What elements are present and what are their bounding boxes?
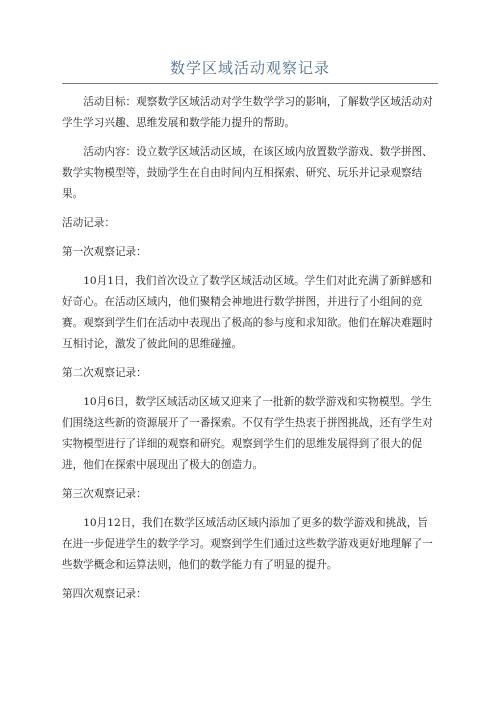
- observation-2-text: 10月6日，数学区域活动区域又迎来了一批新的数学游戏和实物模型。学生们围绕这些新的资源展开了一番探索。不仅有学生热衷于拼图挑战，还有学生对实物模型进行了详细的观察和研究。观察到学生们的思维发展得到了很大的促进，他们在探索中展现出了极大的创造力。: [62, 396, 433, 471]
- observation-2-heading: 第二次观察记录：: [62, 367, 147, 379]
- paragraph-gap: [62, 134, 438, 142]
- observation-1-text: 10月1日，我们首次设立了数学区域活动区域。学生们对此充满了新鲜感和好奇心。在活动区域内，他们聚精会神地进行数学拼图，并进行了小组间的竞赛。观察到学生们在活动中表现出了极高的参与度和求知欲。他们在解决难题时互相讨论，激发了彼此间的思维碰撞。: [62, 275, 433, 350]
- paragraph-gap: [62, 576, 438, 584]
- paragraph-gap: [62, 355, 438, 363]
- paragraph-gap: [62, 476, 438, 484]
- record-heading: 活动记录：: [62, 217, 115, 229]
- paragraph-goal: 活动目标：观察数学区域活动对学生数学学习的影响，了解数学区域活动对学生学习兴趣、思维发展和数学能力提升的帮助。: [62, 96, 433, 129]
- paragraph-gap: [62, 384, 438, 392]
- observation-3-text: 10月12日，我们在数学区域活动区域内添加了更多的数学游戏和挑战，旨在进一步促进学生的数学学习。观察到学生们通过这些数学游戏更好地理解了一些数学概念和运算法则，他们的数学能力有了明显的提升。: [62, 517, 433, 571]
- paragraph-gap: [62, 234, 438, 242]
- observation-1-heading: 第一次观察记录：: [62, 246, 147, 258]
- document-body: [62, 92, 438, 605]
- title-underline: [62, 83, 438, 84]
- observation-3-heading: 第三次观察记录：: [62, 488, 147, 500]
- observation-4-heading: 第四次观察记录：: [62, 588, 147, 600]
- document-title: 数学区域活动观察记录: [169, 59, 330, 77]
- paragraph-gap: [62, 505, 438, 513]
- paragraph-content: 活动内容：设立数学区域活动区域，在该区域内放置数学游戏、数学拼图、数学实物模型等，鼓励学生在自由时间内互相探索、研究、玩乐并记录观察结果。: [62, 146, 433, 200]
- paragraph-gap: [62, 205, 438, 213]
- paragraph-gap: [62, 263, 438, 271]
